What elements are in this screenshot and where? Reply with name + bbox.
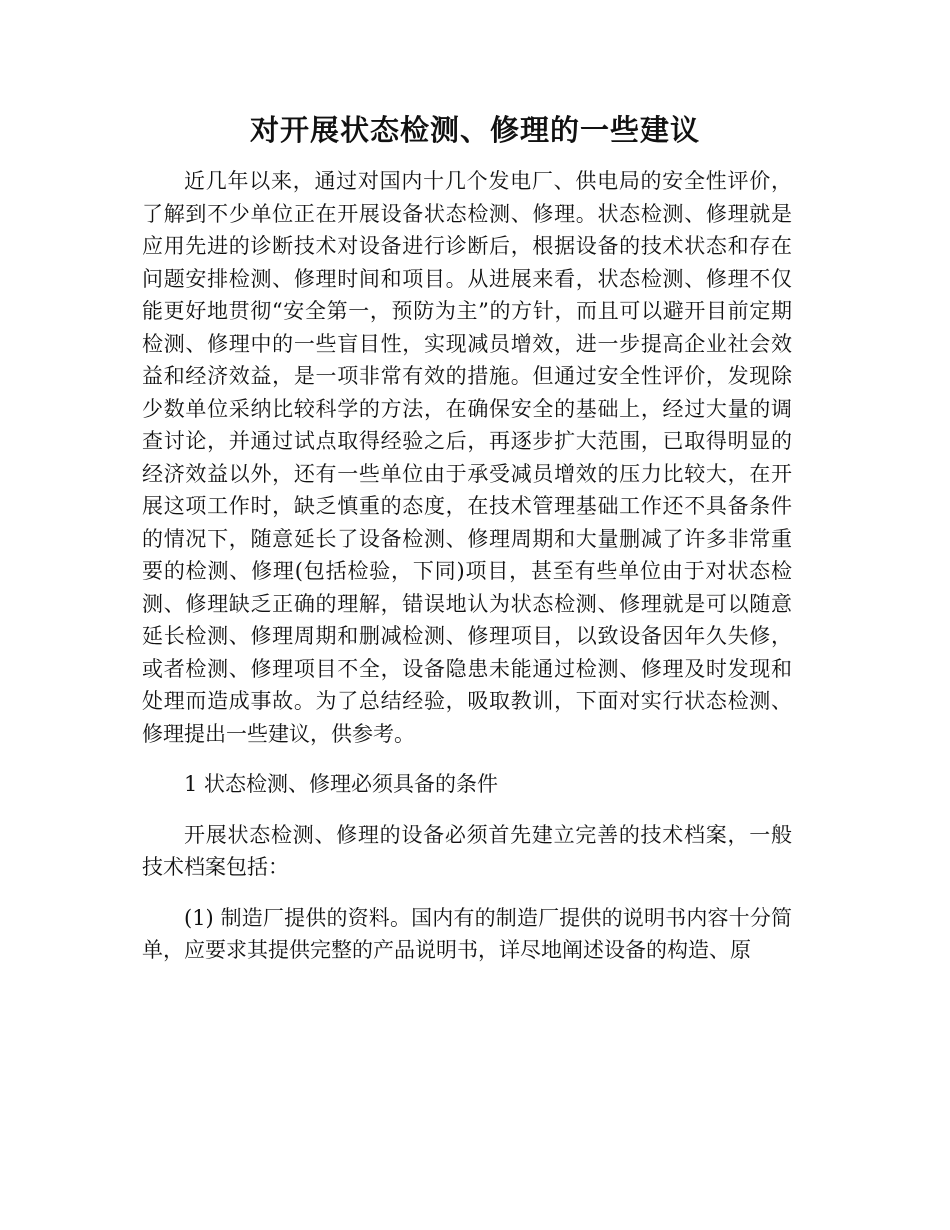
paragraph-archive: 开展状态检测、修理的设备必须首先建立完善的技术档案，一般技术档案包括：: [142, 822, 792, 879]
paragraph-intro: 近几年以来，通过对国内十几个发电厂、供电局的安全性评价，了解到不少单位正在开展设备状态检测、修理。状态检测、修理就是应用先进的诊断技术对设备进行诊断后，根据设备的技术状态和存在问题安排检测、修理时间和项目。从进展来看，状态检测、修理不仅能更好地贯彻“安全第一，预防为主”的方针，而且可以避开目前定期检测、修理中的一些盲目性，实现减员增效，进一步提高企业社会效益和经济效益，是一项非常有效的措施。但通过安全性评价，发现除少数单位采纳比较科学的方法，在确保安全的基础上，经过大量的调查讨论，并通过试点取得经验之后，再逐步扩大范围，已取得明显的经济效益以外，还有一些单位由于承受减员增效的压力比较大，在开展这项工作时，缺乏慎重的态度，在技术管理基础工作还不具备条件的情况下，随意延长了设备检测、修理周期和大量删减了许多非常重要的检测、修理(包括检验，下同)项目，甚至有些单位由于对状态检测、修理缺乏正确的理解，错误地认为状态检测、修理就是可以随意延长检测、修理周期和删减检测、修理项目，以致设备因年久失修，或者检测、修理项目不全，设备隐患未能通过检测、修理及时发现和处理而造成事故。为了总结经验，吸取教训，下面对实行状态检测、修理提出一些建议，供参考。: [142, 169, 792, 746]
document-title: 对开展状态检测、修理的一些建议: [249, 113, 700, 147]
section-heading-1: 1 状态检测、修理必须具备的条件: [184, 772, 499, 796]
document-body: [142, 165, 792, 967]
paragraph-item-1: (1) 制造厂提供的资料。国内有的制造厂提供的说明书内容十分简单，应要求其提供完整的产品说明书，详尽地阐述设备的构造、原: [142, 905, 792, 962]
